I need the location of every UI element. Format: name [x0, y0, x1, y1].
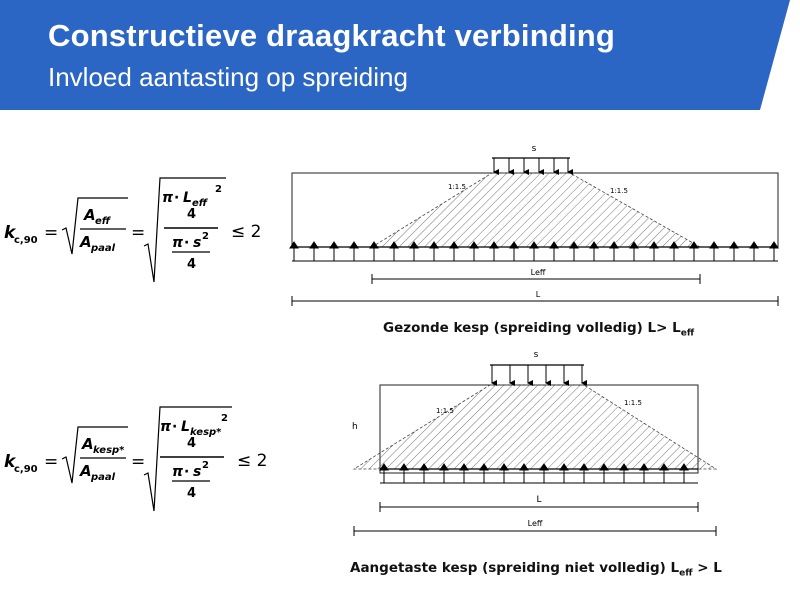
formula1-four1: 4 — [187, 207, 197, 222]
formula2-L-sub: kesp* — [190, 427, 222, 438]
formula2-k-sub: c,90 — [14, 464, 38, 475]
formula1-den: A — [80, 233, 92, 251]
formula-damaged — [0, 405, 280, 517]
formula1-k-sub: c,90 — [14, 235, 38, 246]
dim-label-outer: L — [535, 290, 541, 299]
load-label-s-2: s — [533, 350, 539, 360]
diagram-healthy — [280, 145, 790, 315]
dim-label-inner-2: L — [536, 495, 542, 505]
formula1-four2: 4 — [187, 257, 197, 272]
formula1-pi1: π — [162, 190, 174, 206]
page-subtitle: Invloed aantasting op spreiding — [48, 62, 408, 92]
formula2-eq1: = — [44, 452, 59, 472]
header-background — [0, 0, 800, 110]
header-banner — [0, 0, 800, 110]
formula2-s-exp: 2 — [202, 460, 209, 471]
formula1-k: k — [4, 223, 16, 243]
formula2-four1: 4 — [187, 436, 197, 451]
formula1-L-exp: 2 — [215, 184, 222, 195]
formula2-den-sub: paal — [91, 472, 116, 483]
spread-zone — [372, 173, 700, 247]
formula1-den-sub: paal — [91, 243, 116, 254]
formula1-L: L — [183, 190, 192, 206]
slope-label-left-2: 1:1.5 — [436, 407, 454, 415]
formula2-dot1: · — [172, 419, 178, 435]
load-label-s: s — [531, 145, 537, 154]
support-arrows — [290, 242, 778, 261]
caption-healthy: Gezonde kesp (spreiding volledig) $L> L_{eff}$ — [383, 320, 695, 339]
formula1-dot2: · — [184, 235, 190, 251]
formula1-eq1: = — [44, 223, 59, 243]
slope-label-right: 1:1.5 — [610, 187, 628, 195]
formula2-k: k — [4, 452, 16, 472]
formula1-eq2: = — [131, 223, 146, 243]
formula2-num-sub: kesp* — [93, 445, 125, 456]
formula2-L: L — [181, 419, 190, 435]
load-arrows — [494, 158, 568, 172]
formula2-four2: 4 — [187, 486, 197, 501]
dim-label-outer-2: Leff — [527, 519, 543, 528]
page-title: Constructieve draagkracht verbinding — [48, 18, 616, 53]
formula1-le: ≤ 2 — [231, 222, 262, 242]
formula2-eq2: = — [131, 452, 146, 472]
formula1-dot1: · — [174, 190, 180, 206]
caption-damaged: Aangetaste kesp (spreiding niet volledig) $L_{eff} > L$ — [350, 560, 722, 579]
dim-label-inner: Leff — [530, 268, 546, 277]
formula-healthy — [0, 176, 280, 288]
formula1-num-sub: eff — [95, 216, 111, 227]
formula2-dot2: · — [184, 464, 190, 480]
diagram-damaged — [340, 345, 730, 555]
formula1-num: A — [84, 206, 96, 224]
spread-zone-2 — [354, 385, 716, 469]
height-label: h — [352, 422, 358, 432]
formula2-num: A — [82, 435, 94, 453]
formula2-L-exp: 2 — [221, 413, 228, 424]
slope-label-right-2: 1:1.5 — [624, 399, 642, 407]
formula2-s: s — [193, 464, 202, 480]
formula1-pi2: π — [172, 235, 184, 251]
load-arrows-2 — [492, 365, 582, 383]
formula1-s: s — [193, 235, 202, 251]
slope-label-left: 1:1.5 — [448, 183, 466, 191]
formula1-L-sub: eff — [192, 198, 208, 209]
formula1-s-exp: 2 — [202, 231, 209, 242]
formula2-pi2: π — [172, 464, 184, 480]
formula2-den: A — [80, 462, 92, 480]
formula2-pi1: π — [160, 419, 172, 435]
formula2-le: ≤ 2 — [237, 451, 268, 471]
